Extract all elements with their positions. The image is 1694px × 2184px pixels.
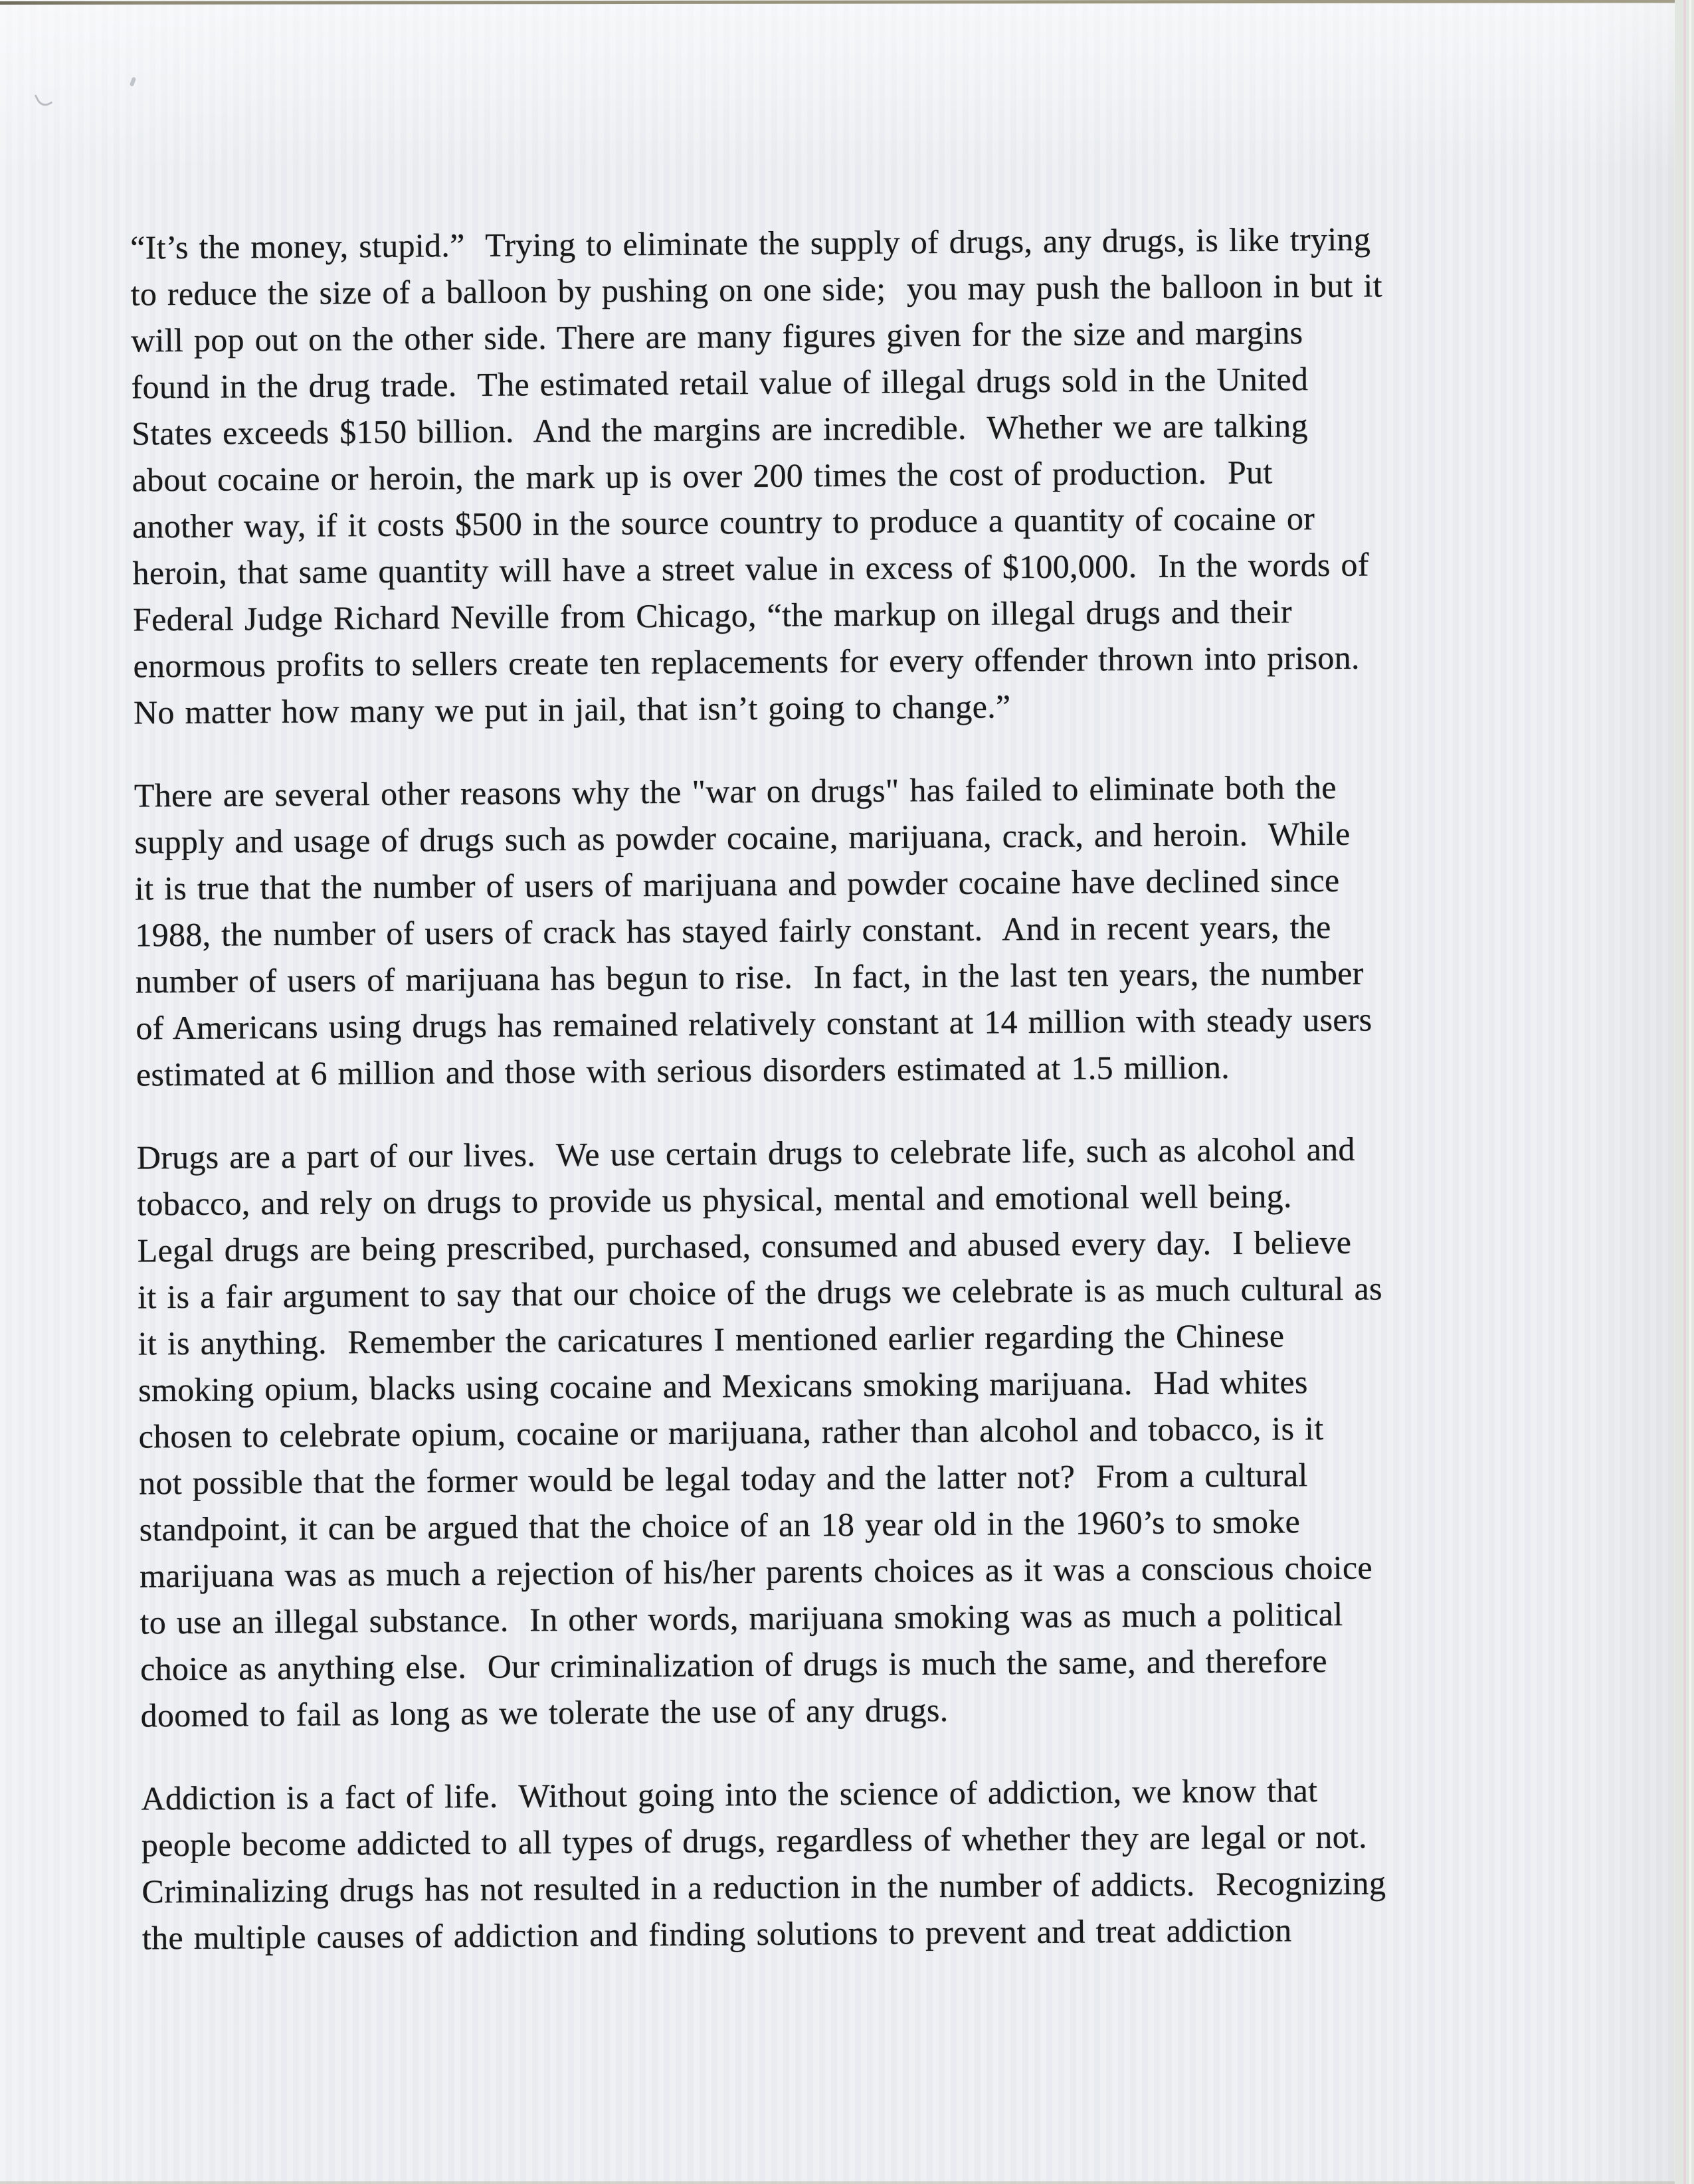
text-line: the multiple causes of addiction and finding solutions to prevent and treat addiction xyxy=(141,1911,1292,1957)
text-line: tobacco, and rely on drugs to provide us physical, mental and emotional well being. xyxy=(136,1177,1292,1223)
scanner-bed-strip xyxy=(1675,0,1694,2184)
text-line: people become addicted to all types of drugs, regardless of whether they are legal or not. xyxy=(141,1817,1368,1864)
text-line: Federal Judge Richard Neville from Chicago, “the markup on illegal drugs and their xyxy=(132,592,1293,638)
text-line: about cocaine or heroin, the mark up is over 200 times the cost of production. Put xyxy=(132,453,1273,499)
text-line: standpoint, it can be argued that the choice of an 18 year old in the 1960’s to smoke xyxy=(139,1502,1301,1548)
text-line: found in the drug trade. The estimated retail value of illegal drugs sold in the United xyxy=(131,360,1309,406)
text-line: not possible that the former would be legal today and the latter not? From a cultural xyxy=(138,1456,1308,1502)
stray-mark-icon xyxy=(35,90,53,109)
text-line: Legal drugs are being prescribed, purchased, consumed and abused every day. I believe xyxy=(137,1223,1352,1269)
paragraph xyxy=(134,763,1558,1098)
text-line: 1988, the number of users of crack has stayed fairly constant. And in recent years, the xyxy=(135,907,1331,954)
text-line: estimated at 6 million and those with serious disorders estimated at 1.5 million. xyxy=(136,1047,1230,1093)
paper-bottom-edge xyxy=(0,2181,1675,2184)
text-line: choice as anything else. Our criminalization of drugs is much the same, and therefore xyxy=(140,1641,1327,1688)
text-line: doomed to fail as long as we tolerate the use of any drugs. xyxy=(140,1690,949,1734)
text-line: smoking opium, blacks using cocaine and Mexicans smoking marijuana. Had whites xyxy=(138,1363,1308,1409)
paragraph xyxy=(136,1125,1562,1739)
paper-top-edge xyxy=(0,0,1675,5)
stray-mark-icon xyxy=(130,76,136,86)
text-line: marijuana was as much a rejection of his/her parents choices as it was a conscious choice xyxy=(139,1548,1373,1595)
text-line: to use an illegal substance. In other words, marijuana smoking was as much a political xyxy=(140,1595,1343,1641)
document-text xyxy=(130,215,1564,1961)
text-line: number of users of marijuana has begun to rise. In fact, in the last ten years, the number xyxy=(135,954,1364,1000)
text-line: enormous profits to sellers create ten replacements for every offender thrown into prison. xyxy=(133,638,1360,685)
text-line: supply and usage of drugs such as powder cocaine, marijuana, crack, and heroin. While xyxy=(134,814,1351,861)
paragraph xyxy=(130,215,1555,736)
paragraph xyxy=(141,1766,1564,1961)
text-line: States exceeds $150 billion. And the margins are incredible. Whether we are talking xyxy=(131,407,1308,452)
scan-edge-highlight xyxy=(1689,0,1691,2184)
scan-edge-line xyxy=(1683,0,1686,2184)
text-line: to reduce the size of a balloon by pushing on one side; you may push the balloon in but it xyxy=(130,266,1382,313)
text-line: another way, if it costs $500 in the source country to produce a quantity of cocaine or xyxy=(132,500,1315,545)
text-line: it is true that the number of users of marijuana and powder cocaine have declined since xyxy=(134,861,1340,907)
text-line: will pop out on the other side. There are many figures given for the size and margins xyxy=(130,314,1303,359)
text-line: “It’s the money, stupid.” Trying to eliminate the supply of drugs, any drugs, is like trying xyxy=(130,220,1371,266)
text-line: of Americans using drugs has remained relatively constant at 14 million with steady users xyxy=(136,1000,1372,1047)
text-line: Drugs are a part of our lives. We use certain drugs to celebrate life, such as alcohol and xyxy=(136,1130,1355,1176)
text-line: chosen to celebrate opium, cocaine or marijuana, rather than alcohol and tobacco, is it xyxy=(138,1410,1324,1455)
text-line: it is anything. Remember the caricatures I mentioned earlier regarding the Chinese xyxy=(138,1317,1285,1362)
text-line: There are several other reasons why the "war on drugs" has failed to eliminate both the xyxy=(134,768,1337,814)
text-line: it is a fair argument to say that our choice of the drugs we celebrate is as much cultural as xyxy=(137,1269,1382,1316)
text-line: Addiction is a fact of life. Without going into the science of addiction, we know that xyxy=(141,1772,1318,1817)
text-line: Criminalizing drugs has not resulted in a reduction in the number of addicts. Recognizing xyxy=(141,1864,1386,1910)
text-line: No matter how many we put in jail, that isn’t going to change.” xyxy=(133,687,1011,731)
text-line: heroin, that same quantity will have a street value in excess of $100,000. In the words of xyxy=(132,545,1369,592)
